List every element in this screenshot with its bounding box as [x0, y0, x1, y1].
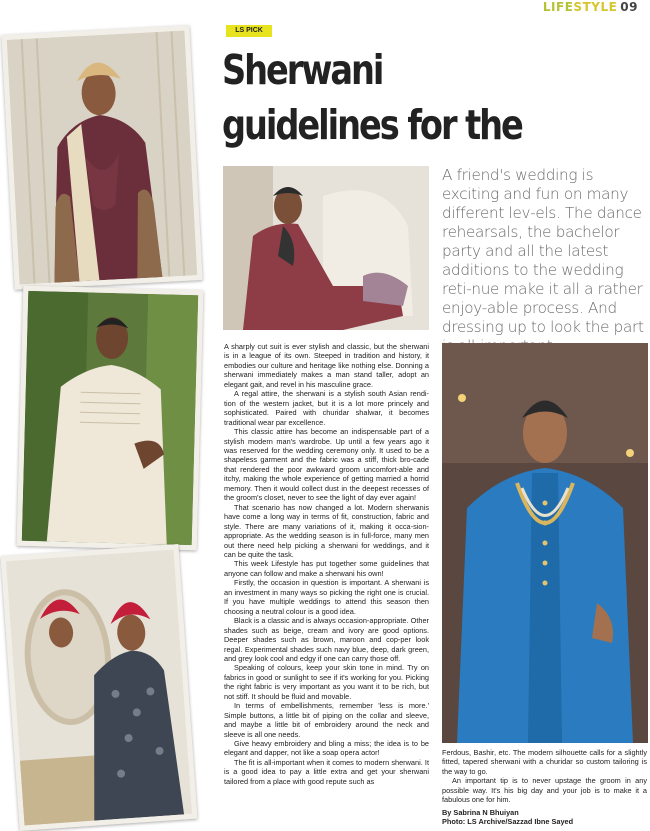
- article-paragraph: This classic attire has become an indispensable part of a stylish modern man's wardrobe. Up until a few years ago it was reserved for the wedding ceremony only. It used to be a shapeless garment and the fabric was a stiff, thick bro-cade that rendered the poor awkward groom uncomfort-able and itchy, making the whole experience of getting married a horrid memory. Then it would collect dust in the deepest recesses of the groom's closet, never to see the light of day ever again!: [224, 427, 429, 503]
- photo-groom-cream-sherwani: [17, 286, 204, 551]
- article-paragraph: A sharply cut suit is ever stylish and classic, but the sherwani is in a league of its own. Steeped in tradition and history, it embodies our culture and heritage like nothing else. Donning a sherwani immediately makes a man stand taller, adopt an elegant gait, and revel in his masculine grace.: [224, 342, 429, 389]
- article-column-1: [224, 342, 429, 786]
- page-number: 09: [620, 0, 638, 14]
- section-tag: LS PICK: [226, 25, 272, 37]
- article-paragraph: That scenario has now changed a lot. Modern sherwanis have come a long way in terms of fit, construction, fabric and style. There are many variations of it, making it occa-sion-appropriate. As the wedding season is in full-force, many men out there need help picking a sherwani for weddings, and it can be quite the task.: [224, 502, 429, 559]
- article-paragraph: Ferdous, Bashir, etc. The modern silhouette calls for a slightly fitted, tapered sherwani with a churidar so custom tailoring is the way to go.: [442, 748, 647, 776]
- masthead-life: LIFE: [542, 0, 574, 14]
- article-paragraph: An important tip is to never upstage the groom in any possible way. It's his big day and your job is to make it a fabulous one for him.: [442, 776, 647, 805]
- article-paragraph: The fit is all-important when it comes to modern sherwani. It is a good idea to pay a little extra and get your sherwani tailored from a place with good repute such as: [224, 757, 429, 786]
- byline: By Sabrina N Bhuiyan: [442, 807, 519, 817]
- masthead: [543, 0, 638, 14]
- photo-credit: Photo: LS Archive/Sazzad Ibne Sayed: [442, 817, 574, 827]
- masthead-style: STYLE: [573, 0, 618, 14]
- article-paragraph: A regal attire, the sherwani is a stylish south Asian rendi-tion of the western jacket, but it is a lot more princely and sophisticated. Paired with churidar shalwar, it becomes traditional wear par excellence.: [224, 389, 429, 427]
- photo-groom-maroon-sherwani: [1, 25, 202, 289]
- article-paragraph: In terms of embellishments, remember 'less is more.' Simple buttons, a little bit of piping on the collar and sleeve, and maybe a little bit of embroidery around the neck and sleeve is all one needs.: [224, 701, 429, 739]
- article-paragraph: Black is a classic and is always occasion-appropriate. Other shades such as beige, cream and ivory are good options. Deeper shades such as brown, maroon and cop-per look regal. Experimental shades such navy blue, deep, dark green, and grey look cool and edgy if one can carry those off.: [224, 616, 429, 663]
- headline: Sherwani guidelines for the: [222, 46, 522, 149]
- article-paragraph: Speaking of colours, keep your skin tone in mind. Try on fabrics in good or sunlight to see if it's working for you. Picking the right fabric is very important as you want it to be rich, but not stiff. It should be fluid and movable.: [224, 663, 429, 701]
- article-column-2: [442, 748, 647, 827]
- standfirst: A friend's wedding is exciting and fun on many different lev-els. The dance rehearsals, the bachelor party and all the latest additions to the wedding reti-nue make it all a rather enjoy-able process. And dressing up to look the part: [442, 166, 644, 336]
- photo-groom-red-turban: [1, 544, 198, 831]
- photo-groom-blue-sherwani: [442, 343, 648, 743]
- photo-groom-seated-maroon: [223, 166, 429, 330]
- article-paragraph: Firstly, the occasion in question is important. A sherwani is an investment in many ways so picking the right one is crucial. If you have multiple weddings to attend this season then choosing a neutral colour is a good idea.: [224, 578, 429, 616]
- article-paragraph: Give heavy embroidery and bling a miss; the idea is to be elegant and dapper, not like a soap opera actor!: [224, 739, 429, 758]
- article-paragraph: This week Lifestyle has put together some guidelines that anyone can follow and make a sherwani his own!: [224, 559, 429, 578]
